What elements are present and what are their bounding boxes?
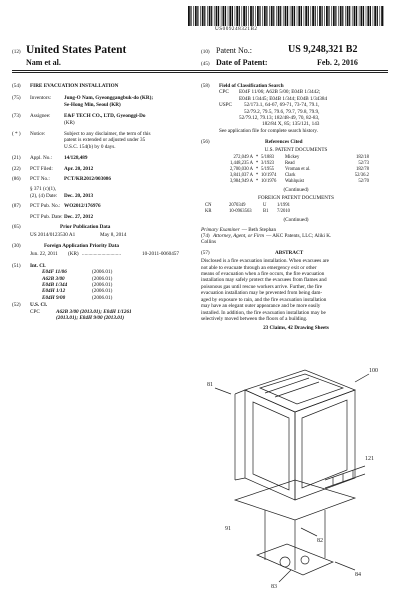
foreign-patent-docs-heading: FOREIGN PATENT DOCUMENTS bbox=[257, 195, 335, 201]
assignee-code: (73) bbox=[12, 113, 21, 120]
foreign-date: 7/2010 bbox=[277, 209, 291, 215]
abstract-line: may have an elegant outer appearance and be more easily bbox=[201, 303, 321, 310]
ref-star: * bbox=[255, 166, 259, 172]
us-reference-row bbox=[223, 179, 391, 185]
ref-number: 3,984,949 A bbox=[229, 178, 253, 184]
foreign-kind: U bbox=[263, 203, 267, 209]
barcode-bar bbox=[207, 6, 208, 26]
barcode-bar bbox=[301, 6, 302, 26]
barcode-bar bbox=[373, 6, 374, 26]
barcode-bar bbox=[269, 6, 270, 26]
inventors-code: (75) bbox=[12, 95, 21, 102]
pub-date: Dec. 27, 2012 bbox=[64, 213, 94, 220]
barcode-bar bbox=[193, 6, 194, 26]
assignee-line-1: E&F TECH CO., LTD, Gyeonggi-Do bbox=[64, 113, 146, 120]
notice-line-2: patent is extended or adjusted under 35 bbox=[64, 137, 146, 144]
refs-heading: References Cited bbox=[265, 139, 303, 146]
s371-line-2: (2), (4) Date: bbox=[30, 192, 58, 199]
pct-filed-date: Apr. 20, 2012 bbox=[64, 165, 94, 172]
uscl-heading: U.S. Cl. bbox=[30, 302, 48, 309]
barcode-bar bbox=[340, 6, 342, 26]
barcode-bar bbox=[190, 6, 191, 26]
barcode-bar bbox=[331, 6, 332, 26]
foreign-priority-heading: Foreign Application Priority Data bbox=[44, 242, 119, 249]
barcode-bar bbox=[188, 6, 190, 26]
refs-continued: (Continued) bbox=[283, 186, 309, 193]
barcode-bar bbox=[202, 6, 204, 26]
barcode-bar bbox=[381, 6, 383, 26]
intcl-year: (2006.01) bbox=[92, 294, 113, 301]
barcode-bar bbox=[312, 6, 314, 26]
ref-star: * bbox=[255, 172, 259, 178]
uscl-code: (52) bbox=[12, 302, 21, 309]
notice-line-1: Subject to any disclaimer, the term of this bbox=[64, 131, 151, 138]
ref-date: 10/1974 bbox=[261, 172, 277, 178]
us-reference-list bbox=[223, 155, 391, 185]
patent-date: Feb. 2, 2016 bbox=[317, 58, 358, 67]
barcode-bar bbox=[280, 6, 281, 26]
abstract-line: installation may safely protect the evacuees from flames and bbox=[201, 277, 327, 284]
barcode-bar bbox=[345, 6, 346, 26]
priority-country: (KR) bbox=[68, 251, 79, 258]
barcode-bar bbox=[367, 6, 369, 26]
field-uspc-line-1: 52/173.1, 64-67, 69-71, 73-74, 79.1, bbox=[244, 102, 320, 109]
ref-name: Read bbox=[285, 160, 295, 166]
attorney-code: (74) bbox=[201, 233, 210, 240]
barcode-bar bbox=[366, 6, 367, 26]
field-uspc-label: USPC bbox=[219, 102, 232, 109]
examiner-label: Primary Examiner bbox=[201, 226, 240, 233]
foreign-reference-list bbox=[205, 203, 391, 215]
barcode-bar bbox=[294, 6, 295, 26]
drawing-label: 84 bbox=[355, 572, 361, 578]
ref-star: * bbox=[255, 160, 259, 166]
barcode-bar bbox=[370, 6, 371, 26]
barcode-bar bbox=[374, 6, 376, 26]
barcode-bar bbox=[197, 6, 198, 26]
barcode-bar bbox=[380, 6, 381, 26]
pct-filed-code: (22) bbox=[12, 165, 21, 172]
field-heading: Field of Classification Search bbox=[219, 83, 284, 89]
assignee-line-2: (KR) bbox=[64, 119, 75, 126]
barcode-bar bbox=[319, 6, 321, 26]
patent-title: FIRE EVACUATION INSTALLATION bbox=[30, 83, 119, 89]
ref-number: 272,049 A bbox=[233, 155, 253, 161]
foreign-date: 1/1991 bbox=[277, 203, 291, 209]
intcl-year: (2006.01) bbox=[92, 281, 113, 288]
refs-code: (56) bbox=[201, 139, 210, 146]
barcode-bar bbox=[262, 6, 263, 26]
barcode-bar bbox=[209, 6, 211, 26]
pct-no-label: PCT No.: bbox=[30, 176, 50, 183]
left-column bbox=[12, 83, 197, 321]
attorney-name: — AKC Patents, LLC; Aliki K. bbox=[266, 233, 332, 240]
barcode-bar bbox=[218, 6, 219, 26]
barcode-bar bbox=[253, 6, 254, 26]
barcode-bar bbox=[276, 6, 277, 26]
barcode-bar bbox=[228, 6, 229, 26]
barcode-bar bbox=[354, 6, 356, 26]
barcode-bar bbox=[352, 6, 353, 26]
notice-label: Notice: bbox=[30, 131, 46, 138]
barcode-bar bbox=[317, 6, 318, 26]
code-12: (12) bbox=[12, 49, 21, 55]
field-code: (58) bbox=[201, 83, 210, 89]
patent-no-label: Patent No.: bbox=[216, 46, 252, 55]
drawing-label: 81 bbox=[207, 382, 213, 388]
foreign-reference-row bbox=[205, 209, 391, 215]
field-cpc-line-2: E04B 1/3445; E04B 1/344; E04B 1/34384 bbox=[239, 95, 328, 102]
ref-name: Vroman et al. bbox=[285, 166, 311, 172]
abstract-line: selectively moved between the floors of a building. bbox=[201, 315, 308, 322]
barcode-bar bbox=[361, 6, 363, 26]
ref-number: 3,841,037 A bbox=[229, 172, 253, 178]
field-uspc-line-4: 182/84 X, 85; 135/121, 143 bbox=[262, 121, 320, 128]
prior-heading: Prior Publication Data bbox=[60, 224, 111, 231]
foreign-number: 10-0963563 bbox=[229, 209, 252, 215]
barcode-bar bbox=[292, 6, 294, 26]
pub-no-code: (87) bbox=[12, 203, 21, 210]
ref-name: Wahlquist bbox=[285, 178, 304, 184]
barcode-bar bbox=[246, 6, 247, 26]
abstract-line: poisonous gas until rescue workers arrive. Further, the fire bbox=[201, 283, 323, 290]
barcode-bar bbox=[200, 6, 201, 26]
barcode-bar bbox=[287, 6, 288, 26]
field-uspc-line-3: 52/79.12, 79.13; 182/48-49, 70, 82-83, bbox=[239, 115, 320, 122]
uscl-line-1: A62B 3/00 (2013.01); E04H 1/1261 bbox=[56, 308, 132, 315]
barcode-bar bbox=[347, 6, 349, 26]
foreign-priority-code: (30) bbox=[12, 242, 21, 249]
assignee-label: Assignee: bbox=[30, 113, 51, 120]
intcl-class: A62B 3/00 bbox=[42, 275, 65, 282]
code-10: (10) bbox=[201, 49, 210, 55]
intcl-year: (2006.01) bbox=[92, 288, 113, 295]
us-patent-docs-heading: U.S. PATENT DOCUMENTS bbox=[264, 146, 328, 153]
barcode-bar bbox=[363, 6, 364, 26]
barcode-bar bbox=[221, 6, 222, 26]
prior-code: (65) bbox=[12, 224, 21, 231]
title-code: (54) bbox=[12, 83, 21, 89]
pub-date-label: PCT Pub. Date: bbox=[30, 213, 63, 220]
barcode-bar bbox=[308, 6, 309, 26]
field-note: See application file for complete search history. bbox=[219, 127, 318, 134]
foreign-number: 2070349 bbox=[229, 203, 246, 209]
barcode-bar bbox=[359, 6, 360, 26]
ref-name: Mickey bbox=[285, 155, 300, 161]
barcode-bar bbox=[266, 6, 267, 26]
uscl-line-2: (2013.01); E04H 9/00 (2013.01) bbox=[56, 314, 125, 321]
intcl-heading: Int. Cl. bbox=[30, 262, 46, 269]
barcode-bar bbox=[377, 6, 378, 26]
abstract-line: aged by exposure to rain, and the fire evacuation installation bbox=[201, 296, 327, 303]
barcode-bar bbox=[271, 6, 273, 26]
ref-date: 10/1976 bbox=[261, 178, 277, 184]
intcl-list bbox=[42, 269, 197, 301]
barcode-bar bbox=[311, 6, 312, 26]
barcode-bar bbox=[278, 6, 280, 26]
barcode-bar bbox=[298, 6, 300, 26]
intcl-class: E04B 1/344 bbox=[42, 281, 68, 288]
abstract-line: not able to evacuate through an emergency exit or other bbox=[201, 264, 317, 271]
ref-class: 182/78 bbox=[355, 166, 369, 172]
barcode-bar bbox=[349, 6, 350, 26]
ref-date: 3/1923 bbox=[261, 160, 275, 166]
patent-number: US 9,248,321 B2 bbox=[288, 44, 358, 55]
abstract-line: means of evacuation when a fire occurs, the fire evacuation bbox=[201, 271, 325, 278]
notice-line-3: U.S.C. 154(b) by 0 days. bbox=[64, 143, 116, 150]
ref-date: 5/1883 bbox=[261, 155, 275, 161]
ref-star: * bbox=[255, 155, 259, 161]
intcl-class: E04H 1/12 bbox=[42, 288, 66, 295]
barcode-bar bbox=[250, 6, 252, 26]
barcode-bar bbox=[248, 6, 249, 26]
appl-code: (21) bbox=[12, 155, 21, 162]
barcode-bar bbox=[328, 6, 329, 26]
barcode-bar bbox=[326, 6, 328, 26]
barcode-bar bbox=[243, 6, 245, 26]
barcode-bar bbox=[297, 6, 298, 26]
field-cpc-line-1: E04F 11/06; A62B 5/00; E04B 1/3442; bbox=[239, 89, 321, 96]
barcode-bar bbox=[264, 6, 266, 26]
header-rule bbox=[12, 70, 388, 71]
barcode-bar bbox=[324, 6, 325, 26]
appl-label: Appl. No.: bbox=[30, 155, 53, 162]
barcode-bar bbox=[259, 6, 260, 26]
attorney-name-2: Collins bbox=[201, 239, 216, 246]
drawing-label: 121 bbox=[365, 456, 374, 462]
inventor-line-1: Jung-O Nam, Gyeonggangbuk-do (KR); bbox=[64, 95, 154, 102]
barcode-bar bbox=[333, 6, 335, 26]
barcode-bar bbox=[342, 6, 343, 26]
foreign-kind: B1 bbox=[263, 209, 269, 215]
barcode-bar bbox=[283, 6, 284, 26]
attorney-label: Attorney, Agent, or Firm bbox=[213, 233, 265, 240]
barcode-bar bbox=[225, 6, 226, 26]
ref-number: 1,448,235 A bbox=[229, 160, 253, 166]
barcode-bar bbox=[273, 6, 274, 26]
barcode-bar bbox=[235, 6, 236, 26]
claims-count: 23 Claims, 42 Drawing Sheets bbox=[263, 325, 329, 332]
priority-leader: .............................. bbox=[82, 251, 121, 258]
barcode-bar bbox=[236, 6, 238, 26]
pct-no-code: (86) bbox=[12, 176, 21, 183]
barcode-bar bbox=[229, 6, 231, 26]
code-45: (45) bbox=[201, 61, 210, 67]
barcode-bar bbox=[239, 6, 240, 26]
abstract-line: Disclosed is a fire evacuation installation. When evacuees are bbox=[201, 258, 329, 265]
barcode-bar bbox=[356, 6, 357, 26]
pub-number: WO2012/176976 bbox=[64, 203, 101, 210]
intcl-class: E04H 9/00 bbox=[42, 294, 66, 301]
prior-pub: US 2014/0123530 A1 bbox=[30, 231, 76, 238]
uscl-cpc-label: CPC bbox=[30, 308, 40, 315]
drawing-label: 100 bbox=[369, 368, 378, 374]
priority-number: 10-2011-0060457 bbox=[142, 251, 179, 258]
inventor-short: Nam et al. bbox=[26, 58, 61, 67]
ref-star: * bbox=[255, 178, 259, 184]
s371-line-1: § 371 (c)(1), bbox=[30, 186, 57, 193]
pub-no-label: PCT Pub. No.: bbox=[30, 203, 61, 210]
barcode-bar bbox=[232, 6, 233, 26]
field-uspc-line-2: 52/79.2, 79.5, 79.6, 79.7, 79.8, 79.9, bbox=[244, 108, 320, 115]
patent-drawing bbox=[205, 330, 385, 590]
intcl-code: (51) bbox=[12, 262, 21, 269]
barcode-bar bbox=[338, 6, 339, 26]
abstract-heading: ABSTRACT bbox=[275, 249, 304, 256]
abstract-code: (57) bbox=[201, 249, 210, 256]
field-cpc-label: CPC bbox=[219, 89, 229, 96]
intcl-year: (2006.01) bbox=[92, 275, 113, 282]
notice-code: ( * ) bbox=[12, 131, 21, 138]
barcode-bar bbox=[285, 6, 287, 26]
barcode-bar bbox=[305, 6, 307, 26]
ref-class: 52/73 bbox=[358, 160, 369, 166]
barcode-bar bbox=[322, 6, 323, 26]
drawing-label: 83 bbox=[271, 584, 277, 590]
barcode-bar bbox=[255, 6, 256, 26]
ref-date: 5/1955 bbox=[261, 166, 275, 172]
barcode-bar bbox=[290, 6, 291, 26]
header-rule-2 bbox=[12, 72, 388, 73]
date-label: Date of Patent: bbox=[216, 58, 268, 67]
barcode-bar bbox=[214, 6, 215, 26]
refs-continued-2: (Continued) bbox=[283, 217, 309, 224]
appl-number: 14/128,489 bbox=[64, 155, 88, 162]
ref-class: 52/70 bbox=[358, 178, 369, 184]
ref-class: 182/18 bbox=[355, 155, 369, 161]
barcode-bar bbox=[304, 6, 305, 26]
abstract-line: installed. In addition, the fire evacuation installation may be bbox=[201, 309, 326, 316]
barcode-bar bbox=[204, 6, 205, 26]
abstract-line: evacuation installation may be prevented from being dam- bbox=[201, 290, 323, 297]
barcode-bar bbox=[242, 6, 243, 26]
right-column bbox=[201, 83, 391, 332]
pct-filed-label: PCT Filed: bbox=[30, 165, 53, 172]
s371-date: Dec. 20, 2013 bbox=[64, 192, 94, 199]
inventors-label: Inventors: bbox=[30, 95, 52, 102]
barcode-bar bbox=[195, 6, 197, 26]
pct-number: PCT/KR2012/003086 bbox=[64, 176, 111, 183]
doc-type: United States Patent bbox=[26, 44, 127, 56]
barcode bbox=[188, 6, 384, 26]
foreign-country: KR bbox=[205, 209, 212, 215]
intcl-year: (2006.01) bbox=[92, 269, 113, 276]
intcl-class: E04F 11/06 bbox=[42, 269, 67, 276]
ref-name: Clark bbox=[285, 172, 296, 178]
barcode-bar bbox=[257, 6, 259, 26]
ref-class: 52/36.2 bbox=[354, 172, 369, 178]
drawing-label: 82 bbox=[317, 538, 323, 544]
drawing-label: 91 bbox=[225, 526, 231, 532]
ref-number: 2,700,030 A bbox=[229, 166, 253, 172]
barcode-bar bbox=[223, 6, 225, 26]
examiner-name: — Beth Stephan bbox=[241, 226, 277, 233]
barcode-bar bbox=[315, 6, 316, 26]
foreign-country: CN bbox=[205, 203, 212, 209]
inventor-line-2: Se-Hong Min, Seoul (KR) bbox=[64, 101, 121, 108]
barcode-bar bbox=[335, 6, 336, 26]
prior-date: May 8, 2014 bbox=[100, 231, 127, 238]
barcode-number: US009248321B2 bbox=[215, 26, 258, 32]
abstract-text bbox=[201, 258, 391, 322]
barcode-bar bbox=[216, 6, 218, 26]
priority-date: Jun. 22, 2011 bbox=[30, 251, 58, 258]
evacuation-cabin-drawing bbox=[215, 370, 369, 582]
barcode-bar bbox=[211, 6, 212, 26]
